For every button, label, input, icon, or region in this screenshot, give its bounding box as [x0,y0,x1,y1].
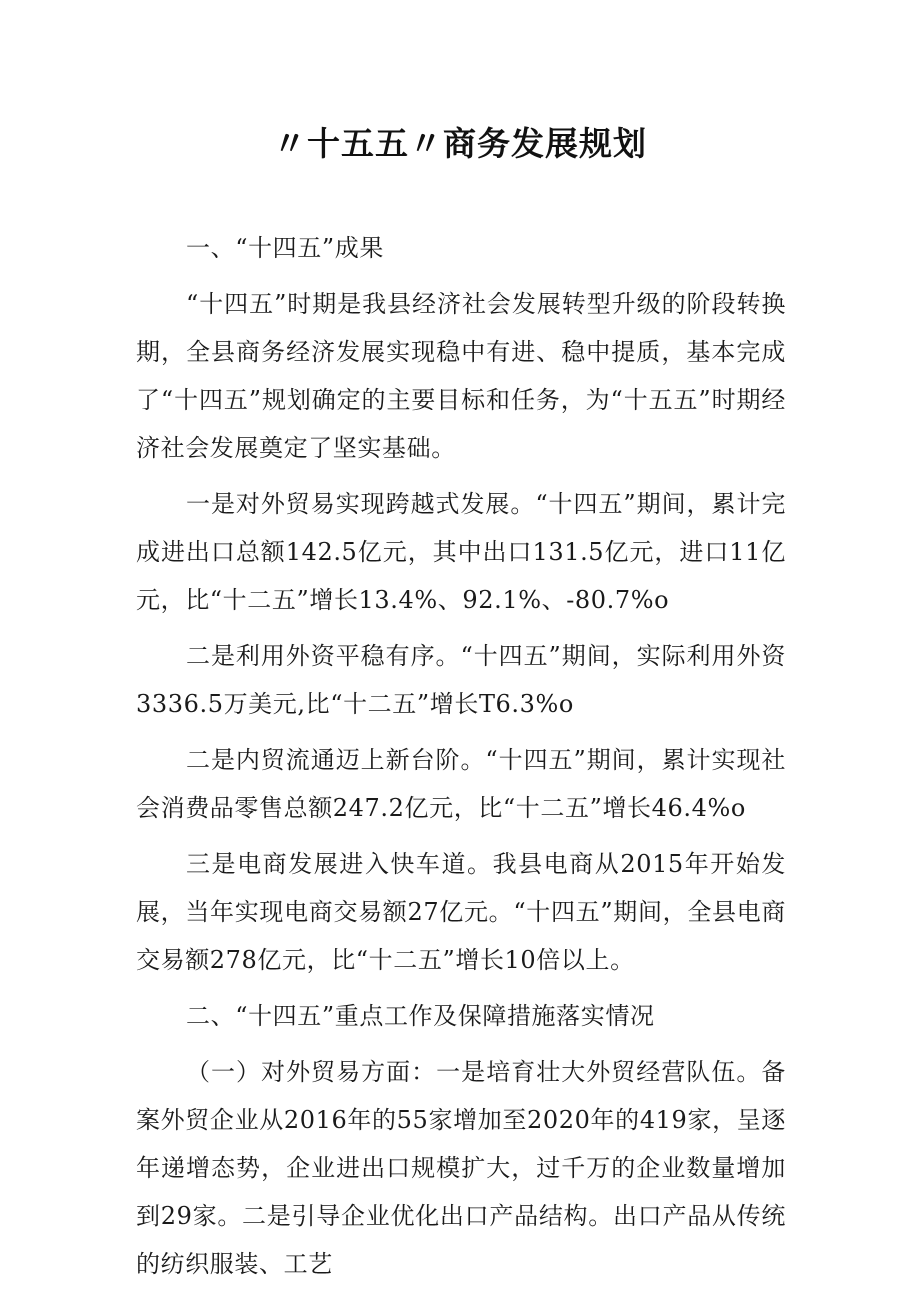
section-heading-key-work: 二、“十四五”重点工作及保障措施落实情况 [186,1002,655,1030]
document-body [136,224,786,1288]
section-heading-achievements: 一、“十四五”成果 [186,234,384,262]
document-title: 〃十五五〃商务发展规划 [273,124,647,163]
paragraph-ecommerce: 三是电商发展进入快车道。我县电商从2015年开始发展，当年实现电商交易额27亿元。“十四五”期间，全县电商交易额278亿元，比“十二五”增长10倍以上。 [136,850,786,974]
paragraph-overview: “十四五”时期是我县经济社会发展转型升级的阶段转换期，全县商务经济发展实现稳中有进、稳中提质，基本完成了“十四五”规划确定的主要目标和任务，为“十五五”时期经济社会发展奠定了坚实基础。 [136,290,786,462]
paragraph-foreign-trade-measures: （一）对外贸易方面：一是培育壮大外贸经营队伍。备案外贸企业从2016年的55家增加至2020年的419家，呈逐年递增态势，企业进出口规模扩大，过千万的企业数量增加到29家。二是引导企业优化出口产品结构。出口产品从传统的纺织服装、工艺 [136,1058,786,1278]
paragraph-foreign-investment: 二是利用外资平稳有序。“十四五”期间，实际利用外资3336.5万美元,比“十二五”增长T6.3%o [136,642,786,718]
paragraph-domestic-trade: 二是内贸流通迈上新台阶。“十四五”期间，累计实现社会消费品零售总额247.2亿元，比“十二五”增长46.4%o [136,746,786,822]
paragraph-foreign-trade: 一是对外贸易实现跨越式发展。“十四五”期间，累计完成进出口总额142.5亿元，其中出口131.5亿元，进口11亿元，比“十二五”增长13.4%、92.1%、-80.7%o [136,490,786,614]
